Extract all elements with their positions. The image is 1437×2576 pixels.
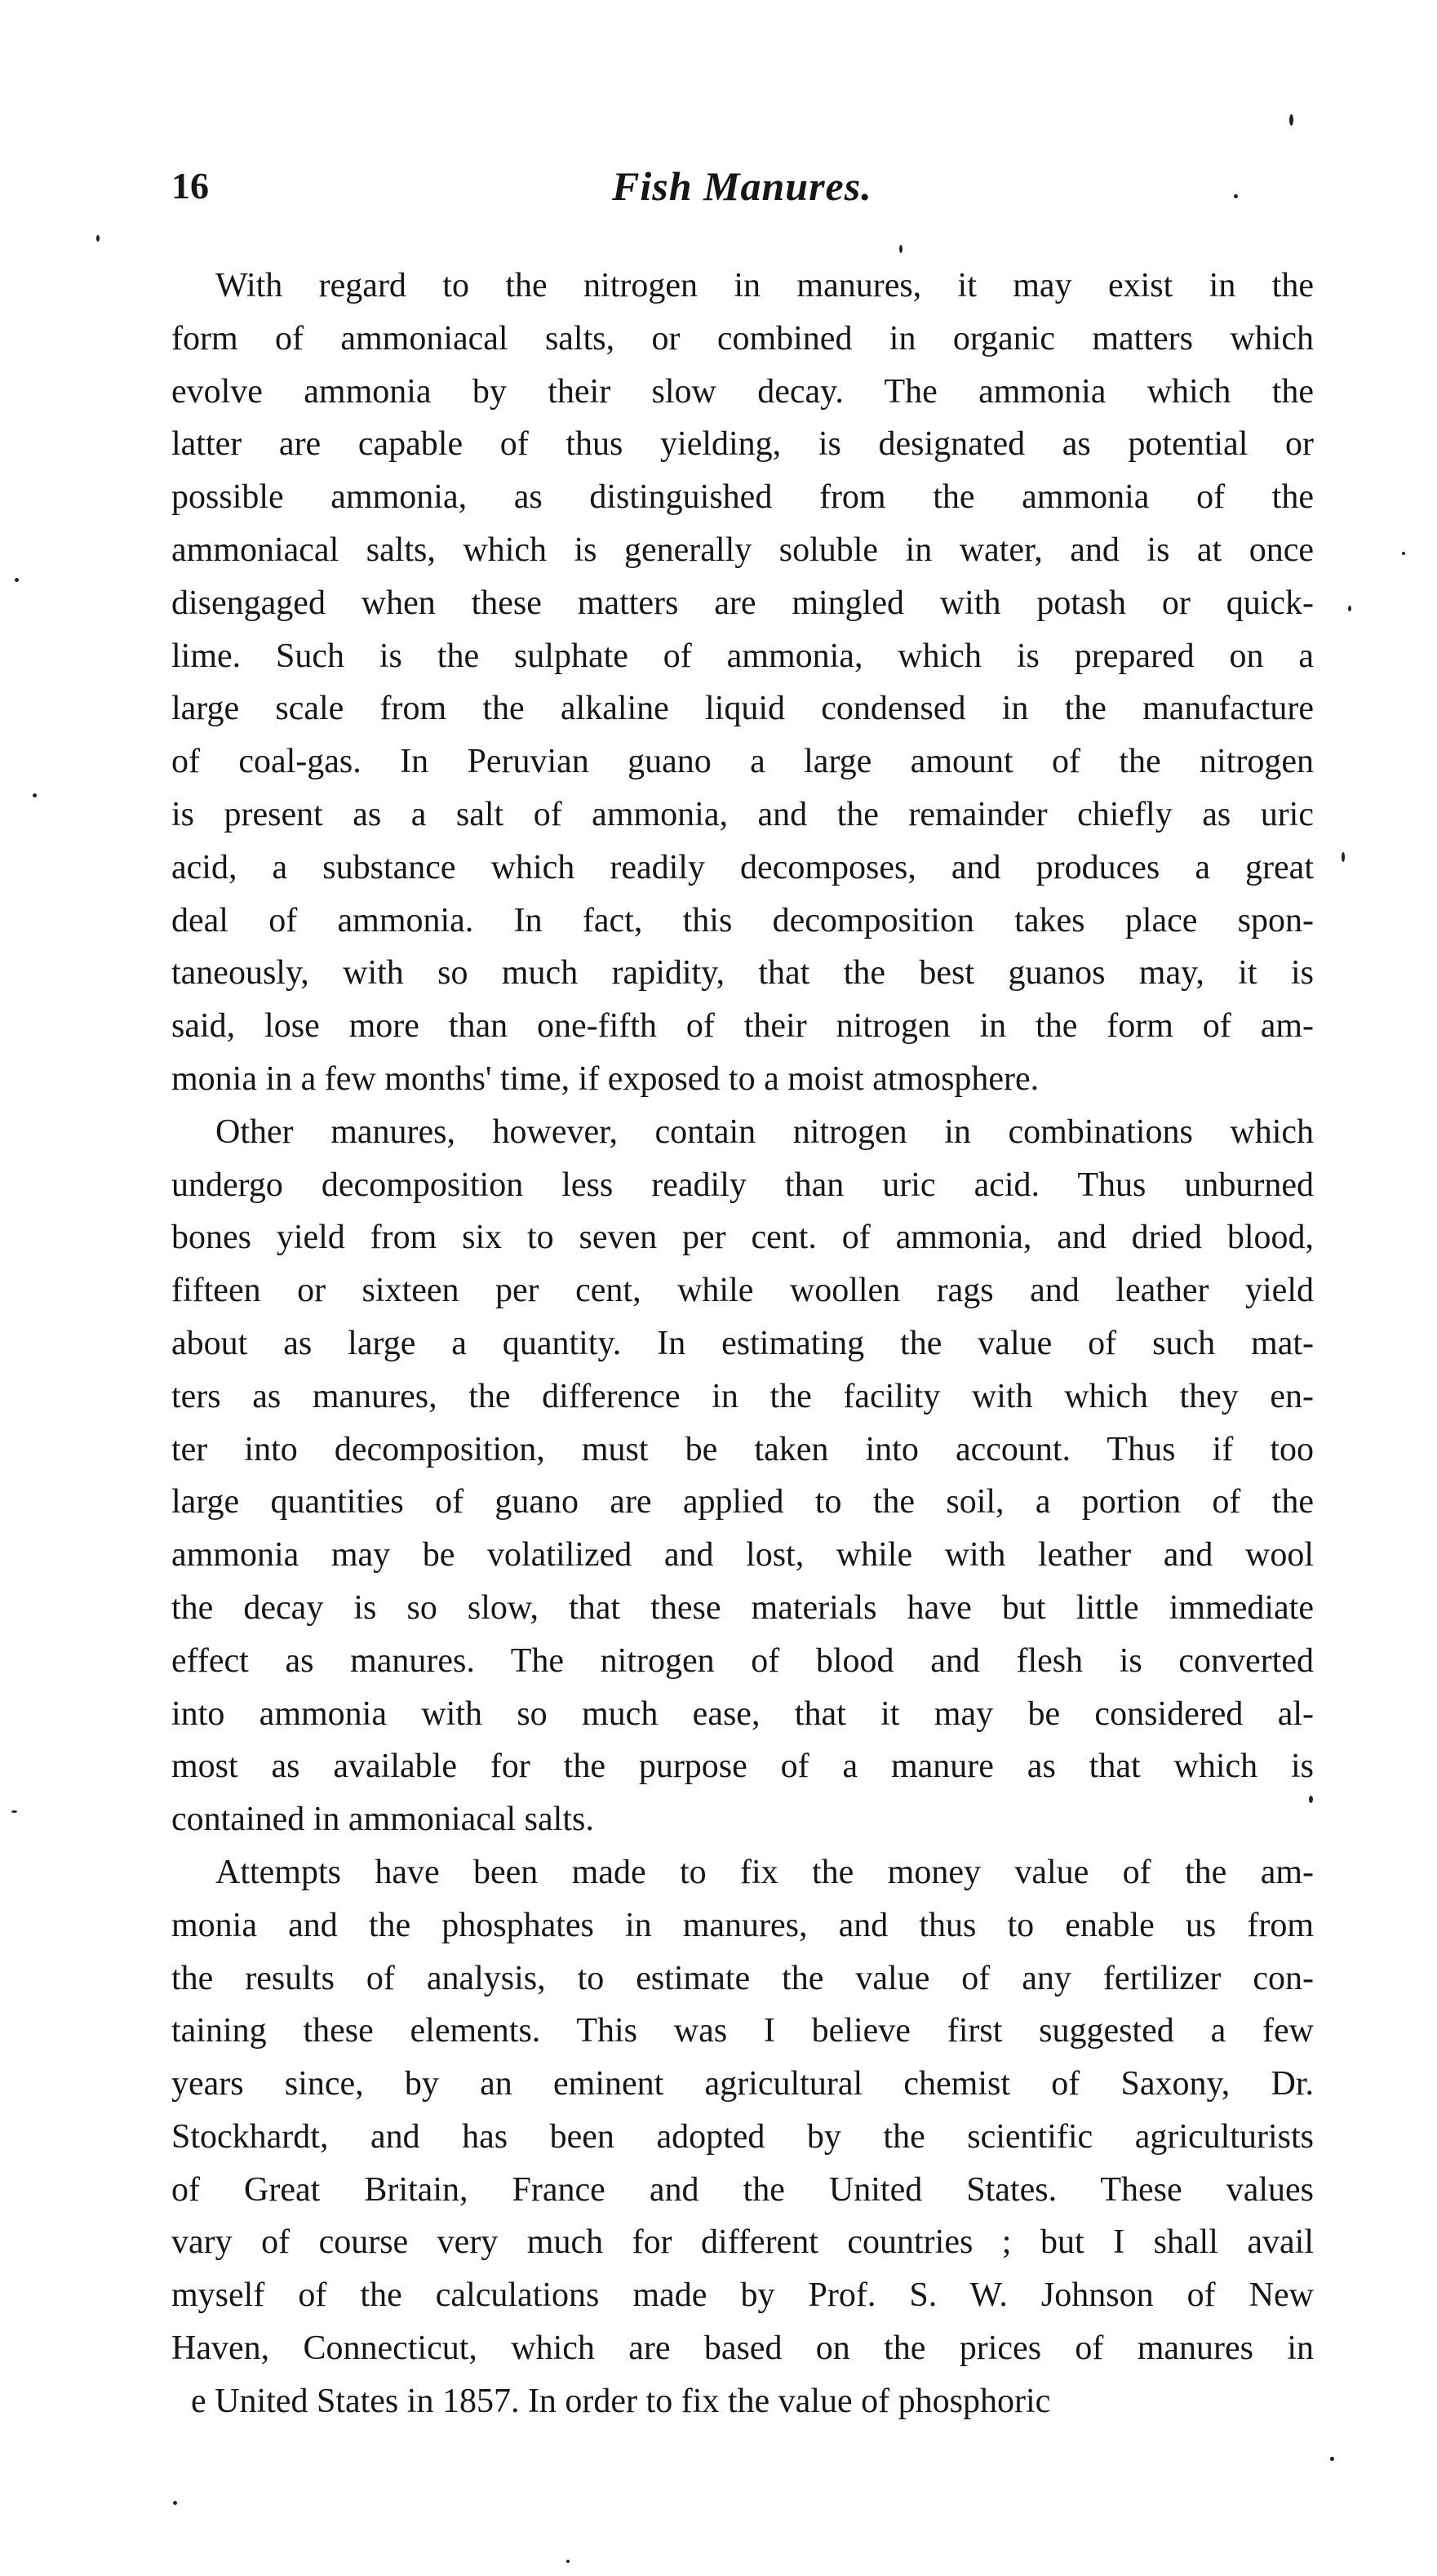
text-line: of coal-gas. In Peruvian guano a large amount of the nitrogen: [171, 743, 1314, 781]
print-speck: [33, 793, 37, 797]
text-line: evolve ammonia by their slow decay. The ammonia which the: [171, 372, 1314, 411]
text-line: large quantities of guano are applied to the soil, a portion of the: [171, 1483, 1314, 1521]
running-title: Fish Manures.: [612, 163, 872, 209]
text-line: ter into decomposition, must be taken into account. Thus if too: [171, 1430, 1314, 1468]
text-line: acid, a substance which readily decomposes, and produces a great: [171, 848, 1314, 886]
page-number: 16: [171, 165, 209, 207]
text-line: ters as manures, the difference in the facility with which they en-: [171, 1377, 1314, 1415]
paragraph-nitrogen-forms: [171, 260, 1314, 1106]
print-speck: [1330, 2457, 1334, 2461]
text-line: monia in a few months' time, if exposed to a moist atmosphere.: [171, 1059, 1040, 1098]
text-line: about as large a quantity. In estimating the value of such mat-: [171, 1324, 1314, 1362]
text-line: the results of analysis, to estimate the value of any fertilizer con-: [171, 1959, 1314, 1997]
body-text: [171, 260, 1314, 2428]
text-line: ammoniacal salts, which is generally soluble in water, and is at once: [171, 531, 1314, 569]
text-line: is present as a salt of ammonia, and the remainder chiefly as uric: [171, 795, 1314, 833]
text-line: form of ammoniacal salts, or combined in organic matters which: [171, 319, 1314, 358]
text-line: the decay is so slow, that these materials have but little immediate: [171, 1588, 1314, 1627]
text-line: ammonia may be volatilized and lost, while with leather and wool: [171, 1536, 1314, 1574]
text-line: of Great Britain, France and the United States. These values: [171, 2170, 1314, 2209]
text-line: possible ammonia, as distinguished from the ammonia of the: [171, 478, 1314, 517]
text-line: myself of the calculations made by Prof. S. W. Johnson of New: [171, 2276, 1314, 2315]
print-speck: [1309, 1796, 1313, 1803]
text-line: most as available for the purpose of a manure as that which is: [171, 1748, 1314, 1786]
text-line: Haven, Connecticut, which are based on the prices of manures in: [171, 2330, 1314, 2368]
paragraph-money-value: [171, 1846, 1314, 2428]
text-line: With regard to the nitrogen in manures, it may exist in the: [215, 267, 1314, 304]
print-speck: [1342, 852, 1345, 862]
print-speck: [1289, 114, 1293, 126]
print-speck: [1348, 606, 1351, 611]
print-speck: [566, 2560, 570, 2563]
text-line: bones yield from six to seven per cent. of ammonia, and dried blood,: [171, 1219, 1314, 1257]
print-speck: [11, 1810, 17, 1813]
text-line: monia and the phosphates in manures, and thus to enable us from: [171, 1906, 1314, 1944]
text-line: said, lose more than one-fifth of their nitrogen in the form of am-: [171, 1007, 1314, 1046]
text-line: effect as manures. The nitrogen of blood and flesh is converted: [171, 1641, 1314, 1680]
text-line: taneously, with so much rapidity, that the best guanos may, it is: [171, 954, 1314, 993]
text-line: fifteen or sixteen per cent, while woollen rags and leather yield: [171, 1272, 1314, 1310]
print-speck: [96, 235, 100, 242]
print-speck: [173, 2501, 177, 2505]
running-head: [171, 162, 1314, 219]
text-line: Other manures, however, contain nitrogen in combinations which: [215, 1113, 1314, 1151]
text-line: undergo decomposition less readily than uric acid. Thus unburned: [171, 1166, 1314, 1204]
text-line: deal of ammonia. In fact, this decomposition takes place spon-: [171, 901, 1314, 939]
text-line: Attempts have been made to fix the money value of the am-: [215, 1853, 1314, 1891]
print-speck: [15, 578, 19, 582]
text-line: vary of course very much for different countries ; but I shall avail: [171, 2223, 1314, 2262]
text-line: lime. Such is the sulphate of ammonia, which is prepared on a: [171, 637, 1314, 675]
text-line: years since, by an eminent agricultural chemist of Saxony, Dr.: [171, 2065, 1314, 2103]
text-line: e United States in 1857. In order to fix the value of phosphoric: [191, 2382, 1051, 2420]
text-line: latter are capable of thus yielding, is designated as potential or: [171, 425, 1314, 464]
text-line: Stockhardt, and has been adopted by the scientific agriculturists: [171, 2117, 1314, 2156]
paragraph-decomposition-rates: [171, 1106, 1314, 1846]
text-line: taining these elements. This was I believe first suggested a few: [171, 2012, 1314, 2050]
text-line: large scale from the alkaline liquid condensed in the manufacture: [171, 690, 1314, 728]
text-line: contained in ammoniacal salts.: [171, 1801, 594, 1839]
text-line: into ammonia with so much ease, that it may be considered al-: [171, 1694, 1314, 1733]
print-speck: [899, 245, 903, 253]
text-line: disengaged when these matters are mingled with potash or quick-: [171, 584, 1314, 622]
print-speck: [1402, 552, 1405, 555]
print-speck: [1234, 194, 1238, 198]
